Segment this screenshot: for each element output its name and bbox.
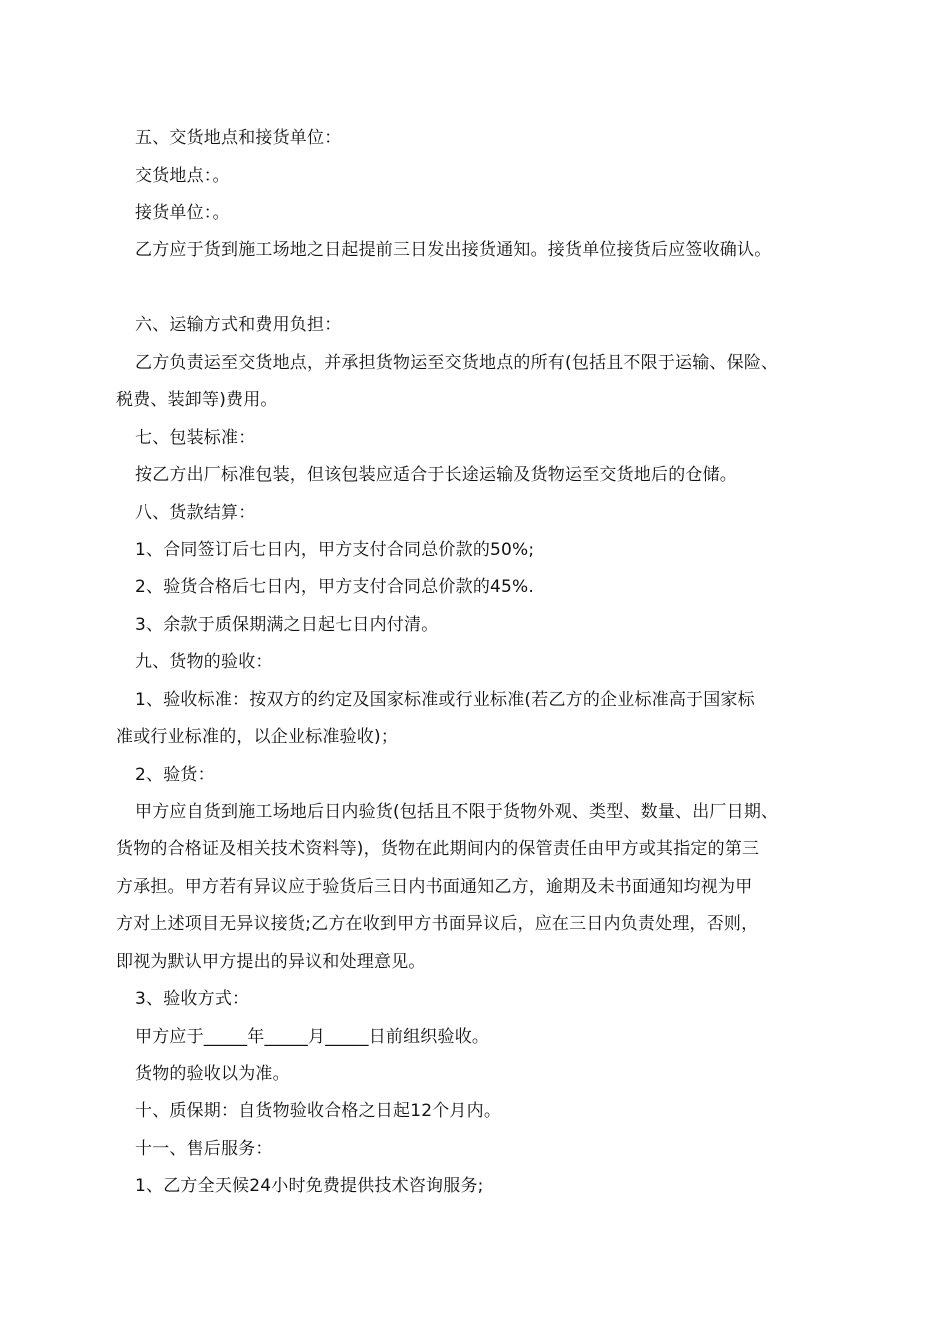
- delivery-notice-paragraph: 乙方应于货到施工场地之日起提前三日发出接货通知。接货单位接货后应签收确认。: [135, 240, 772, 260]
- acceptance-basis-line: 货物的验收以为准。: [135, 1064, 290, 1084]
- delivery-location: 交货地点：。: [135, 166, 230, 186]
- inspection-paragraph-line-2: 货物的合格证及相关技术资料等)，货物在此期间内的保管责任由甲方或其指定的第三: [116, 839, 760, 859]
- section-6-heading: 六、运输方式和费用负担：: [135, 315, 342, 335]
- section-9-heading: 九、货物的验收：: [135, 652, 273, 672]
- inspection-heading: 2、验货：: [135, 765, 215, 785]
- payment-item-3: 3、余款于质保期满之日起七日内付清。: [135, 615, 439, 635]
- section-11-heading: 十一、售后服务：: [135, 1139, 273, 1159]
- section-8-heading: 八、货款结算：: [135, 503, 256, 523]
- payment-item-1: 1、合同签订后七日内，甲方支付合同总价款的50%;: [135, 540, 535, 560]
- acceptance-date-line: 甲方应于_____年_____月_____日前组织验收。: [135, 1027, 490, 1047]
- inspection-paragraph-line-5: 即视为默认甲方提出的异议和处理意见。: [116, 952, 426, 972]
- acceptance-standard-line-2: 准或行业标准的，以企业标准验收)；: [116, 727, 399, 747]
- receiving-unit: 接货单位：。: [135, 203, 230, 223]
- acceptance-standard-line-1: 1、验收标准：按双方的约定及国家标准或行业标准(若乙方的企业标准高于国家标: [135, 690, 755, 710]
- acceptance-method-heading: 3、验收方式：: [135, 989, 250, 1009]
- transport-paragraph-line-1: 乙方负责运至交货地点，并承担货物运至交货地点的所有(包括且不限于运输、保险、: [135, 353, 779, 373]
- section-5-heading: 五、交货地点和接货单位：: [135, 128, 342, 148]
- inspection-paragraph-line-1: 甲方应自货到施工场地后日内验货(包括且不限于货物外观、类型、数量、出厂日期、: [135, 802, 779, 822]
- packaging-paragraph: 按乙方出厂标准包装，但该包装应适合于长途运输及货物运至交货地后的仓储。: [135, 465, 737, 485]
- section-7-heading: 七、包装标准：: [135, 428, 256, 448]
- payment-item-2: 2、验货合格后七日内，甲方支付合同总价款的45%.: [135, 577, 535, 597]
- inspection-paragraph-line-3: 方承担。甲方若有异议应于验货后三日内书面通知乙方，逾期及未书面通知均视为甲: [116, 877, 753, 897]
- after-sales-item-1: 1、乙方全天候24小时免费提供技术咨询服务;: [135, 1176, 484, 1196]
- inspection-paragraph-line-4: 方对上述项目无异议接货;乙方在收到甲方书面异议后，应在三日内负责处理，否则，: [116, 914, 759, 934]
- section-10-warranty: 十、质保期：自货物验收合格之日起12个月内。: [135, 1101, 502, 1121]
- transport-paragraph-line-2: 税费、装卸等)费用。: [116, 390, 278, 410]
